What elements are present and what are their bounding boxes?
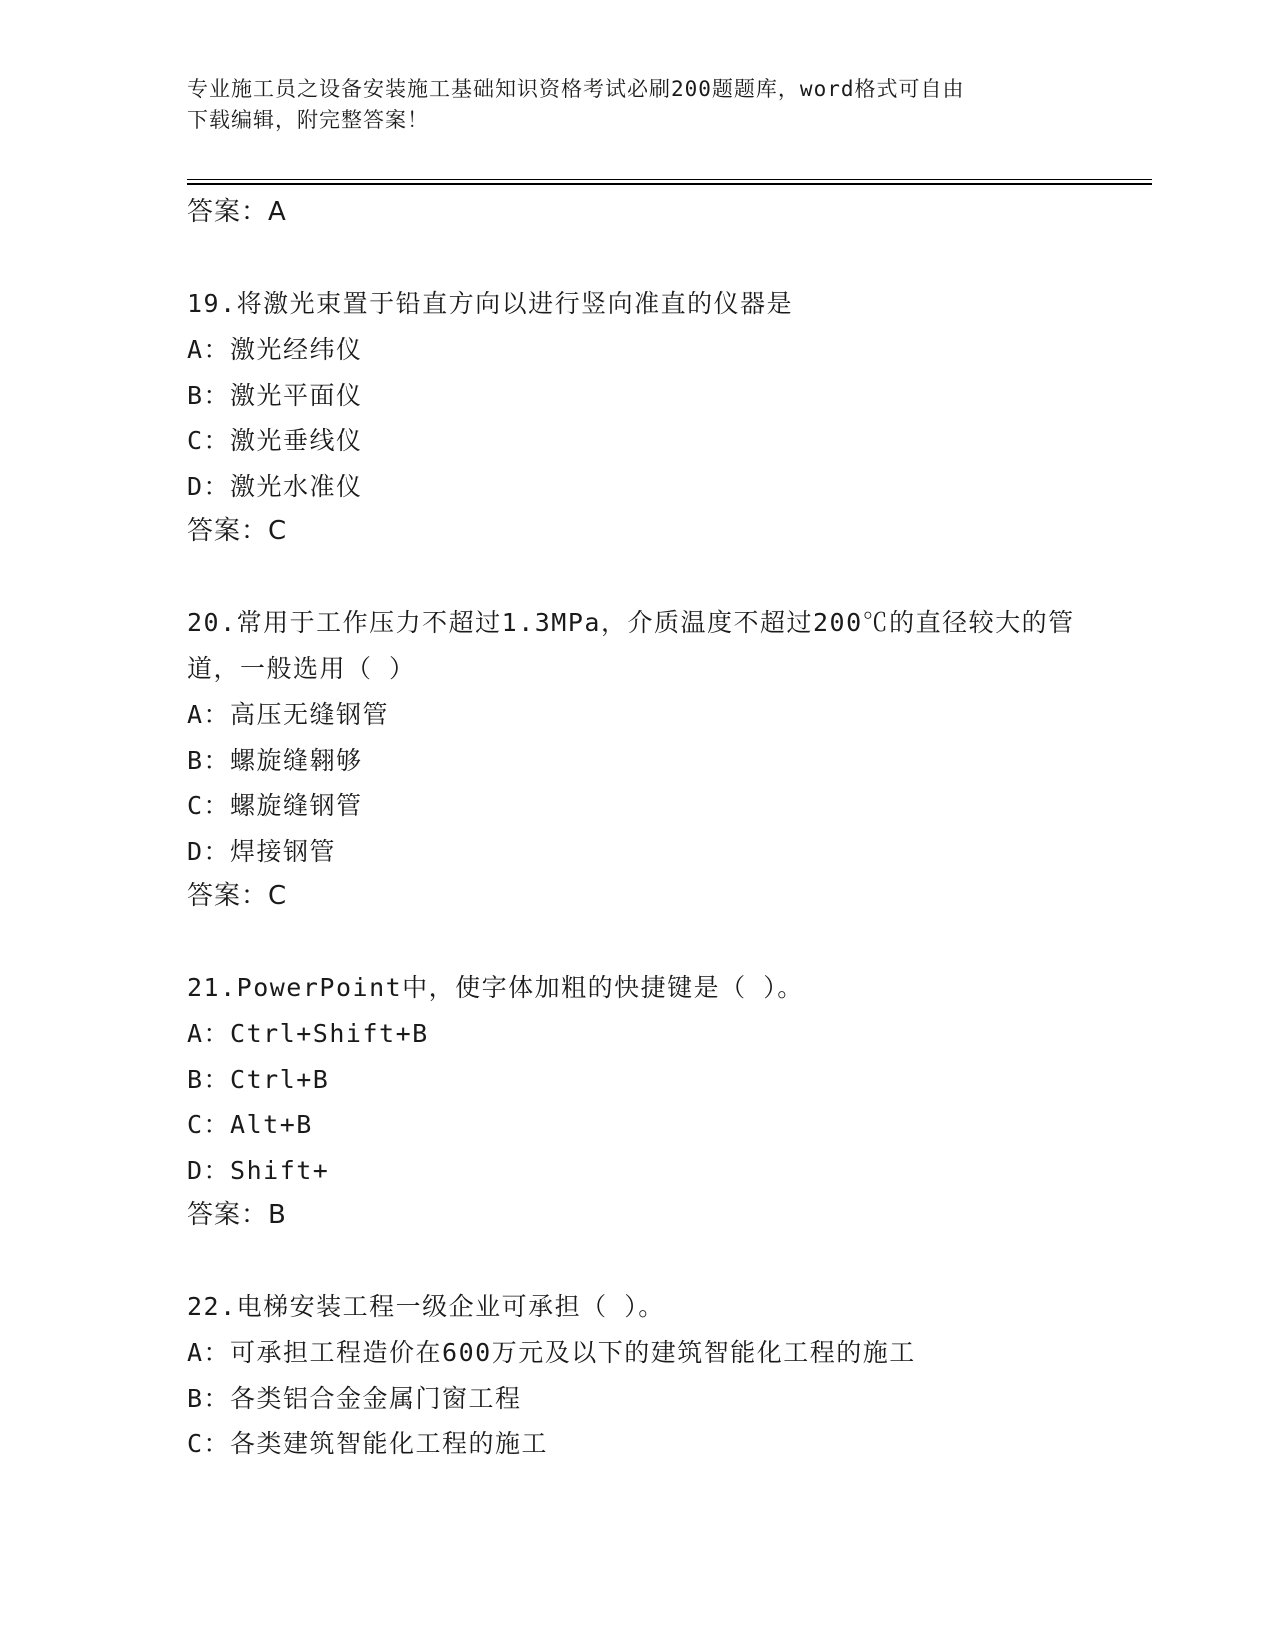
question-22 <box>187 1284 1152 1467</box>
option-a: A：高压无缝钢管 <box>187 700 390 729</box>
answer-line: 答案：B <box>187 1200 287 1230</box>
option-c: C：螺旋缝钢管 <box>187 791 363 820</box>
question-21 <box>187 965 1152 1238</box>
questions-content <box>187 190 1152 1467</box>
option-a: A：激光经纬仪 <box>187 335 363 364</box>
option-c: C：各类建筑智能化工程的施工 <box>187 1429 549 1458</box>
question-text: 22.电梯安装工程一级企业可承担（ ）。 <box>187 1292 665 1321</box>
answer-line: 答案：A <box>187 197 287 227</box>
option-b: B：激光平面仪 <box>187 380 363 410</box>
question-text: 19.将激光束置于铅直方向以进行竖向准直的仪器是 <box>187 289 794 318</box>
option-d: D：焊接钢管 <box>187 836 337 866</box>
answer-line: 答案：C <box>187 881 288 911</box>
header-line-2: 下载编辑，附完整答案！ <box>187 108 429 132</box>
option-a: A：可承担工程造价在600万元及以下的建筑智能化工程的施工 <box>187 1338 916 1367</box>
option-d: D：Shift+ <box>187 1155 330 1185</box>
question-20 <box>187 600 1152 919</box>
option-d: D：激光水准仪 <box>187 471 363 501</box>
question-19 <box>187 281 1152 554</box>
question-text: 20.常用于工作压力不超过1.3MPa，介质温度不超过200℃的直径较大的管道，一般选用（ ） <box>187 608 1075 683</box>
option-b: B：各类铝合金金属门窗工程 <box>187 1383 522 1413</box>
header-divider-top <box>187 179 1152 180</box>
option-b: B：螺旋缝翱够 <box>187 745 363 775</box>
option-c: C：激光垂线仪 <box>187 426 363 455</box>
question-text: 21.PowerPoint中，使字体加粗的快捷键是（ ）。 <box>187 973 804 1002</box>
option-a: A：Ctrl+Shift+B <box>187 1019 429 1048</box>
option-c: C：Alt+B <box>187 1110 313 1139</box>
document-header <box>187 74 1067 136</box>
answer-line: 答案：C <box>187 516 288 546</box>
header-line-1: 专业施工员之设备安装施工基础知识资格考试必刷200题题库，word格式可自由 <box>187 77 965 101</box>
header-divider-bottom <box>187 183 1152 185</box>
option-b: B：Ctrl+B <box>187 1064 330 1094</box>
